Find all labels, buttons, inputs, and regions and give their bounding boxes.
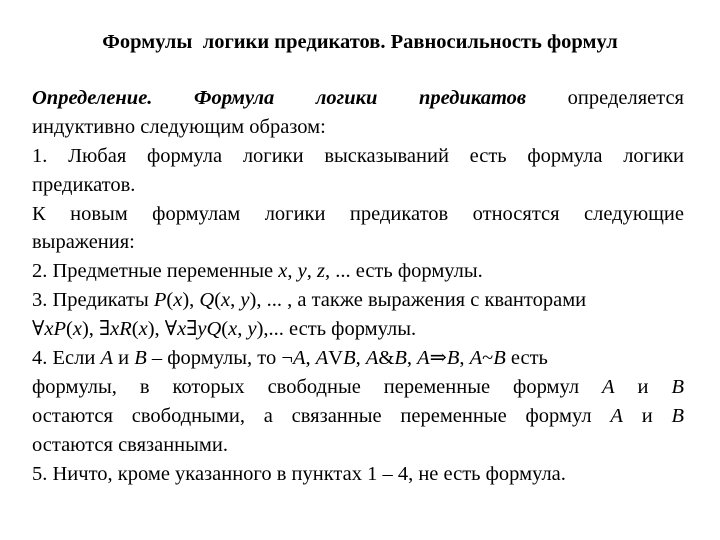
variable: B: [493, 347, 506, 370]
variable: B: [446, 347, 460, 370]
text-span: , ... есть формулы.: [324, 260, 483, 283]
text-span: ), ∃: [81, 318, 111, 341]
forall-symbol: ∀: [32, 318, 45, 341]
text-span: предикатов.: [32, 173, 136, 196]
text-span: ,: [237, 318, 248, 341]
variable: yQ: [197, 318, 222, 341]
text-span: ),... есть формулы.: [256, 318, 417, 341]
variable: xR: [110, 318, 132, 341]
text-span: 5. Ничто, кроме указанного в пунктах 1 – 4, не есть формула.: [32, 462, 566, 485]
text-span: остаются связанными.: [32, 433, 228, 456]
text-span: (: [166, 289, 174, 312]
variable: B: [394, 347, 407, 370]
variable: Q: [199, 289, 215, 312]
variable: A: [100, 347, 113, 370]
text-span: и: [622, 404, 672, 427]
variable: A: [315, 347, 329, 370]
text-line: [32, 431, 684, 460]
text-line: [32, 344, 684, 373]
text-span: есть: [505, 347, 548, 370]
variable: A: [610, 404, 623, 427]
variable: A: [469, 347, 483, 370]
text-line: [32, 200, 684, 229]
text-span: ,: [306, 260, 317, 283]
text-span: и: [614, 375, 672, 398]
text-span: 4. Если: [32, 347, 101, 370]
variable: A: [292, 347, 306, 370]
text-span: остаются свободными, а связанные переменные формул: [32, 404, 611, 427]
variable: A: [365, 347, 379, 370]
text-line: [32, 113, 684, 142]
text-span: 3. Предикаты: [32, 289, 154, 312]
variable: x: [278, 260, 288, 283]
text-span: ,: [287, 260, 298, 283]
text-span: ,: [230, 289, 241, 312]
text-line: [32, 402, 684, 431]
text-line: [32, 373, 684, 402]
text-span: (: [221, 318, 229, 341]
variable: y: [297, 260, 307, 283]
variable: B: [671, 404, 684, 427]
text-span: ), ... , а также выражения с кванторами: [249, 289, 587, 312]
variable: xP: [44, 318, 66, 341]
variable: y: [240, 289, 250, 312]
conjunction-symbol: &: [378, 347, 395, 370]
variable: x: [221, 289, 231, 312]
text-line: [32, 171, 684, 200]
text-line: [32, 460, 684, 489]
equivalence-symbol: ~: [482, 347, 494, 370]
text-span: (: [214, 289, 222, 312]
variable: z: [316, 260, 325, 283]
slide-body: [32, 84, 684, 488]
variable: P: [153, 289, 167, 312]
text-line: [32, 142, 684, 171]
text-span: ,: [305, 347, 316, 370]
variable: x: [138, 318, 148, 341]
variable: A: [602, 375, 615, 398]
text-line: [32, 257, 684, 286]
variable: x: [72, 318, 82, 341]
text-span: К новым формулам логики предикатов относятся следующие: [32, 202, 684, 225]
text-span: ,: [355, 347, 366, 370]
text-span: и: [112, 347, 135, 370]
text-span: 2. Предметные переменные: [32, 260, 279, 283]
text-line: [32, 286, 684, 315]
variable: B: [134, 347, 147, 370]
variable: y: [247, 318, 257, 341]
variable: x: [228, 318, 238, 341]
text-span: (: [131, 318, 139, 341]
exists-symbol: ∃: [186, 318, 198, 341]
variable: x: [173, 289, 183, 312]
text-span: ), ∀: [147, 318, 178, 341]
text-line: [32, 315, 684, 344]
implication-symbol: ⇒: [429, 347, 447, 370]
variable: x: [177, 318, 187, 341]
text-span: ,: [459, 347, 470, 370]
variable: B: [343, 347, 356, 370]
slide-title: Формулы логики предикатов. Равносильность формул: [102, 31, 618, 53]
text-span: определяется: [526, 87, 684, 109]
disjunction-symbol: V: [328, 347, 344, 370]
definition-term: Определение. Формула логики предикатов: [32, 87, 527, 109]
variable: B: [671, 375, 684, 398]
text-span: ,: [406, 347, 418, 370]
text-span: выражения:: [32, 231, 135, 254]
text-span: индуктивно следующим образом:: [32, 115, 326, 138]
text-span: 1. Любая формула логики высказываний есть формула логики: [32, 144, 684, 167]
text-span: ),: [182, 289, 200, 312]
text-line: [32, 84, 684, 113]
text-span: – формулы, то ¬: [146, 347, 293, 370]
text-line: [32, 228, 684, 257]
text-span: формулы, в которых свободные переменные формул: [32, 375, 603, 398]
text-span: (: [66, 318, 73, 341]
variable: A: [417, 347, 430, 370]
